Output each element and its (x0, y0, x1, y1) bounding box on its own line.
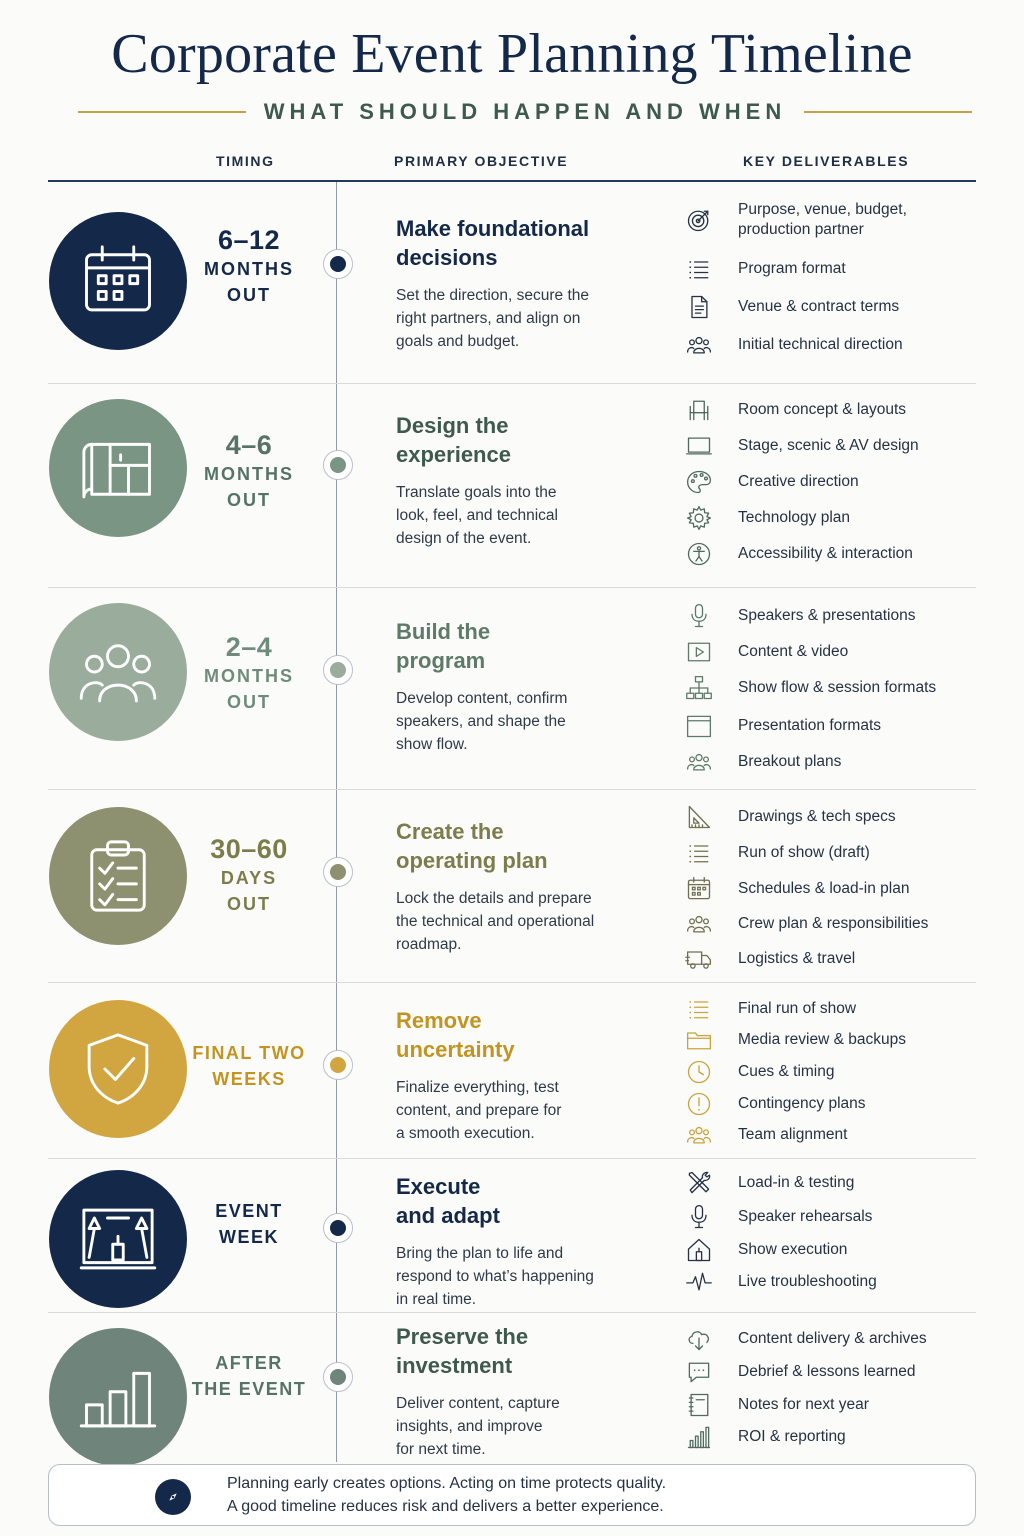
deliverable-label: Notes for next year (738, 1396, 869, 1413)
timing-range: 6–12 (217, 225, 281, 255)
clipboard-icon (76, 834, 160, 918)
gear-icon (682, 503, 716, 533)
deliverable-item (682, 539, 982, 569)
phase-icon-circle (49, 212, 187, 350)
objective-title: Build the program (396, 619, 491, 673)
footer-text (227, 1472, 666, 1518)
deliverable-label: Cues & timing (738, 1063, 835, 1080)
calendar-icon (76, 239, 160, 323)
timing-line-2: WEEKS (212, 1069, 286, 1089)
timeline-marker (323, 1050, 353, 1080)
subtitle-rule-right (804, 111, 972, 113)
deliverable-label: Live troubleshooting (738, 1273, 877, 1290)
timing-suffix: OUT (227, 692, 271, 712)
objective-description: Translate goals into the look, feel, and technical design of the event. (396, 484, 558, 547)
truck-icon (682, 944, 716, 974)
pulse-icon (682, 1267, 716, 1297)
deliverable-item (682, 395, 982, 425)
timeline-marker (323, 1213, 353, 1243)
phase-timing (188, 631, 310, 715)
notebook-icon (682, 1390, 716, 1420)
objective-title: Design the experience (396, 413, 511, 467)
timeline-marker (323, 1362, 353, 1392)
deliverable-label: Show flow & session formats (738, 679, 937, 696)
deliverable-label: Speaker rehearsals (738, 1208, 873, 1225)
column-header-timing: TIMING (216, 153, 275, 169)
deliverable-label: ROI & reporting (738, 1428, 846, 1445)
phase-row (48, 383, 976, 586)
people-icon (682, 747, 716, 777)
phase-timing (188, 429, 310, 513)
deliverable-item (682, 1267, 982, 1297)
deliverable-label: Schedules & load-in plan (738, 880, 910, 897)
phase-objective (396, 1006, 626, 1145)
objective-title: Preserve the investment (396, 1324, 529, 1378)
list-icon (682, 994, 716, 1024)
deliverable-label: Crew plan & responsibilities (738, 915, 929, 932)
bar-chart-icon (76, 1355, 160, 1439)
phase-icon-circle (49, 1000, 187, 1138)
timing-line-1: FINAL TWO (192, 1043, 306, 1063)
deliverable-label: Final run of show (738, 1000, 857, 1017)
deliverable-item (682, 601, 982, 631)
deliverable-item (682, 254, 982, 284)
deliverable-label: Technology plan (738, 509, 851, 526)
timeline-marker (323, 655, 353, 685)
phase-row (48, 789, 976, 981)
timing-range: 30–60 (210, 834, 288, 864)
timing-line-2: WEEK (219, 1227, 279, 1247)
deliverable-label: Purpose, venue, budget, production partner (738, 201, 907, 238)
deliverable-label: Team alignment (738, 1126, 848, 1143)
deliverable-item (682, 1089, 982, 1119)
deliverable-item (682, 1202, 982, 1232)
timeline-marker (323, 249, 353, 279)
phase-icon-circle (49, 1328, 187, 1466)
deliverable-label: Content delivery & archives (738, 1330, 927, 1347)
column-header-deliverables: KEY DELIVERABLES (743, 153, 910, 169)
deliverable-item (682, 1025, 982, 1055)
document-icon (682, 292, 716, 322)
objective-description: Develop content, confirm speakers, and shape the show flow. (396, 690, 568, 753)
deliverable-label: Drawings & tech specs (738, 808, 896, 825)
phase-objective (396, 411, 626, 550)
deliverable-item (682, 1057, 982, 1087)
timing-range: 2–4 (225, 632, 273, 662)
deliverables-list (682, 789, 982, 981)
timing-suffix: OUT (227, 894, 271, 914)
timing-line-1: AFTER (215, 1353, 283, 1373)
frame-icon (682, 711, 716, 741)
deliverable-item (682, 1390, 982, 1420)
phase-row (48, 587, 976, 788)
phase-icon-circle (49, 1170, 187, 1308)
subtitle-row (78, 96, 972, 128)
people-icon (682, 909, 716, 939)
objective-description: Bring the plan to life and respond to what’s happening in real time. (396, 1245, 594, 1308)
row-divider (48, 789, 976, 790)
screen-icon (682, 431, 716, 461)
column-header-objective: PRIMARY OBJECTIVE (394, 153, 569, 169)
shield-check-icon (76, 1027, 160, 1111)
timing-unit: DAYS (220, 868, 278, 888)
phase-timing (188, 224, 310, 308)
phase-timing (188, 833, 310, 917)
phase-objective (396, 214, 626, 353)
footer-line-1: Planning early creates options. Acting on time protects quality. (227, 1475, 667, 1492)
palette-icon (682, 467, 716, 497)
deliverable-label: Presentation formats (738, 717, 882, 734)
deliverables-list (682, 182, 982, 382)
objective-description: Deliver content, capture insights, and improve for next time. (396, 1395, 560, 1458)
objective-title: Create the operating plan (396, 819, 548, 873)
deliverables-list (682, 587, 982, 788)
timeline-marker (323, 450, 353, 480)
deliverable-item (682, 802, 982, 832)
org-chart-icon (682, 673, 716, 703)
deliverables-list (682, 1312, 982, 1462)
clock-icon (682, 1057, 716, 1087)
deliverable-label: Load-in & testing (738, 1174, 855, 1191)
chat-icon (682, 1357, 716, 1387)
accessibility-icon (682, 539, 716, 569)
deliverable-item (682, 994, 982, 1024)
phase-row (48, 1312, 976, 1462)
subtitle-rule-left (78, 111, 246, 113)
deliverables-list (682, 982, 982, 1157)
phase-objective (396, 617, 626, 756)
timing-suffix: OUT (227, 285, 271, 305)
row-divider (48, 982, 976, 983)
deliverable-item (682, 292, 982, 322)
deliverable-label: Program format (738, 260, 846, 277)
objective-title: Make foundational decisions (396, 216, 590, 270)
footer-note (48, 1464, 976, 1526)
objective-description: Set the direction, secure the right partners, and align on goals and budget. (396, 287, 590, 350)
deliverable-item (682, 200, 982, 240)
deliverable-label: Logistics & travel (738, 950, 856, 967)
timing-unit: MONTHS (204, 259, 294, 279)
stage-icon (76, 1197, 160, 1281)
deliverable-label: Debrief & lessons learned (738, 1363, 916, 1380)
target-icon (682, 205, 716, 235)
deliverable-label: Room concept & layouts (738, 401, 907, 418)
deliverable-item (682, 1357, 982, 1387)
deliverable-item (682, 711, 982, 741)
phase-objective (396, 817, 626, 956)
timing-line-1: EVENT (215, 1201, 283, 1221)
phase-row (48, 982, 976, 1157)
deliverable-label: Run of show (draft) (738, 844, 870, 861)
phase-timing (188, 1198, 310, 1250)
list-icon (682, 254, 716, 284)
deliverable-item (682, 637, 982, 667)
phase-icon-circle (49, 399, 187, 537)
group-icon (76, 630, 160, 714)
row-divider (48, 587, 976, 588)
set-square-icon (682, 802, 716, 832)
objective-description: Lock the details and prepare the technical and operational roadmap. (396, 890, 595, 953)
deliverable-label: Content & video (738, 643, 849, 660)
footer-line-2: A good timeline reduces risk and delivers a better experience. (227, 1498, 664, 1515)
deliverable-item (682, 1324, 982, 1354)
deliverable-item (682, 1120, 982, 1150)
people-icon (682, 1120, 716, 1150)
phase-icon-circle (49, 603, 187, 741)
timing-suffix: OUT (227, 490, 271, 510)
chart-icon (682, 1422, 716, 1452)
timeline-marker (323, 857, 353, 887)
objective-title: Remove uncertainty (396, 1008, 515, 1062)
calendar-icon (682, 874, 716, 904)
phase-timing (188, 1350, 310, 1402)
timing-unit: MONTHS (204, 666, 294, 686)
timing-range: 4–6 (225, 430, 273, 460)
deliverable-label: Creative direction (738, 473, 859, 490)
deliverable-item (682, 1235, 982, 1265)
objective-description: Finalize everything, test content, and prepare for a smooth execution. (396, 1079, 562, 1142)
deliverable-item (682, 330, 982, 360)
deliverable-item (682, 944, 982, 974)
deliverable-label: Speakers & presentations (738, 607, 916, 624)
blueprint-icon (76, 426, 160, 510)
podium-icon (682, 1235, 716, 1265)
deliverable-item (682, 503, 982, 533)
deliverable-item (682, 431, 982, 461)
deliverable-label: Show execution (738, 1241, 848, 1258)
deliverables-list (682, 383, 982, 586)
phase-objective (396, 1172, 626, 1311)
tools-icon (682, 1168, 716, 1198)
phase-objective (396, 1322, 626, 1461)
deliverable-label: Venue & contract terms (738, 298, 900, 315)
deliverable-label: Contingency plans (738, 1095, 866, 1112)
deliverable-item (682, 467, 982, 497)
list-icon (682, 838, 716, 868)
microphone-icon (682, 601, 716, 631)
deliverable-label: Initial technical direction (738, 336, 903, 353)
play-icon (682, 637, 716, 667)
chair-icon (682, 395, 716, 425)
deliverable-label: Media review & backups (738, 1031, 906, 1048)
deliverable-item (682, 909, 982, 939)
deliverable-label: Breakout plans (738, 753, 842, 770)
timing-line-2: THE EVENT (191, 1379, 307, 1399)
people-icon (682, 330, 716, 360)
phase-timing (188, 1040, 310, 1092)
deliverable-item (682, 874, 982, 904)
deliverable-label: Stage, scenic & AV design (738, 437, 919, 454)
alert-icon (682, 1089, 716, 1119)
page-subtitle: WHAT SHOULD HAPPEN AND WHEN (263, 99, 787, 124)
deliverable-item (682, 1422, 982, 1452)
page-title: Corporate Event Planning Timeline (111, 23, 913, 85)
row-divider (48, 1312, 976, 1313)
cloud-download-icon (682, 1324, 716, 1354)
row-divider (48, 383, 976, 384)
deliverable-item (682, 838, 982, 868)
folder-icon (682, 1025, 716, 1055)
compass-icon (155, 1479, 191, 1515)
microphone-icon (682, 1202, 716, 1232)
phase-row (48, 1158, 976, 1311)
deliverable-item (682, 673, 982, 703)
deliverable-label: Accessibility & interaction (738, 545, 913, 562)
timing-unit: MONTHS (204, 464, 294, 484)
deliverables-list (682, 1158, 982, 1311)
deliverable-item (682, 747, 982, 777)
objective-title: Execute and adapt (396, 1174, 500, 1228)
phase-row (48, 182, 976, 382)
row-divider (48, 1158, 976, 1159)
phase-icon-circle (49, 807, 187, 945)
deliverable-item (682, 1168, 982, 1198)
